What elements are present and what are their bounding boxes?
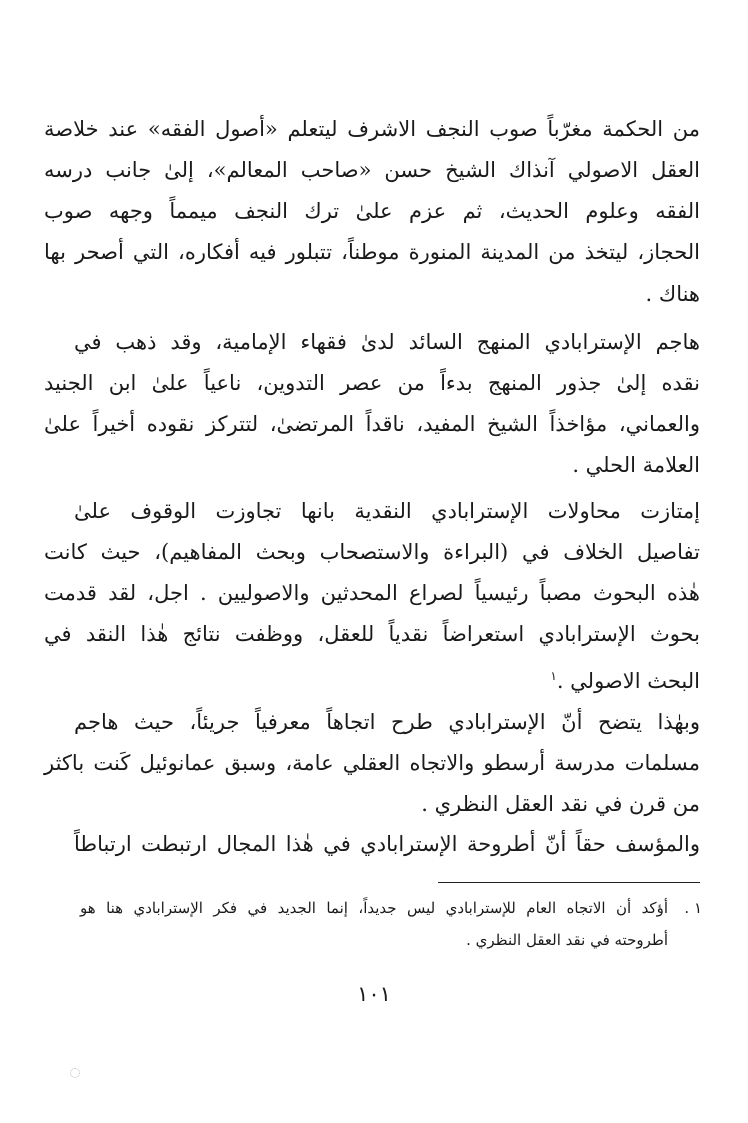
footnote-text-line: أطروحته في نقد العقل النظري . (466, 931, 668, 949)
page-number: ١٠١ (357, 982, 391, 1006)
body-text-line: العلامة الحلي . (572, 453, 700, 477)
body-text-line: مسلمات مدرسة أرسطو والاتجاه العقلي عامة، وسبق عمانوئيل كَنت باكثر (44, 751, 700, 775)
body-text-line: من قرن في نقد العقل النظري . (421, 792, 700, 816)
body-text-segment: البحث الاصولي . (556, 669, 700, 693)
body-text-line: الفقه وعلوم الحديث، ثم عزم علىٰ ترك النجف ميمماً وجهه صوب (44, 199, 700, 223)
body-text-line (44, 661, 700, 696)
body-text-line: تفاصيل الخلاف في (البراءة والاستصحاب وبحث المفاهيم)، حيث كانت (44, 540, 700, 564)
footnote-separator (438, 882, 700, 883)
body-text-line: نقده إلىٰ جذور المنهج بدءاً من عصر التدوين، ناعياً علىٰ ابن الجنيد (44, 371, 700, 395)
footnote-marker: ١ (550, 669, 557, 683)
body-text-line: إمتازت محاولات الإسترابادي النقدية بانها تجاوزت الوقوف علىٰ (74, 499, 700, 523)
body-text-line: والعماني، مؤاخذاً الشيخ المفيد، ناقداً المرتضىٰ، لتتركز نقوده أخيراً علىٰ (44, 412, 700, 436)
body-text-line: هٰذه البحوث مصباً رئيسياً لصراع المحدثين والاصوليين . اجل، لقد قدمت (44, 581, 700, 605)
body-text-line: العقل الاصولي آنذاك الشيخ حسن «صاحب المعالم»، إلىٰ جانب درسه (44, 158, 700, 182)
body-text-line: هناك . (645, 282, 700, 306)
body-text-line: الحجاز، ليتخذ من المدينة المنورة موطناً، تتبلور فيه أفكاره، التي أصحر بها (44, 240, 700, 264)
footnote-number: ١ . (684, 899, 702, 917)
body-text-line: بحوث الإسترابادي استعراضاً نقدياً للعقل، ووظفت نتائج هٰذا النقد في (44, 622, 700, 646)
scan-speck (70, 1068, 80, 1078)
footnote-text-line: أؤكد أن الاتجاه العام للإسترابادي ليس جديداً، إنما الجديد في فكر الإسترابادي هنا هو (80, 899, 668, 917)
body-text-line: من الحكمة مغرّباً صوب النجف الاشرف ليتعلم «أصول الفقه» عند خلاصة (44, 117, 700, 141)
body-text-line: والمؤسف حقاً أنّ أطروحة الإسترابادي في هٰذا المجال ارتبطت ارتباطاً (74, 832, 700, 856)
body-text-line: هاجم الإسترابادي المنهج السائد لدىٰ فقهاء الإمامية، وقد ذهب في (74, 330, 700, 354)
body-text-line: وبهٰذا يتضح أنّ الإسترابادي طرح اتجاهاً معرفياً جريئاً، حيث هاجم (74, 710, 700, 734)
